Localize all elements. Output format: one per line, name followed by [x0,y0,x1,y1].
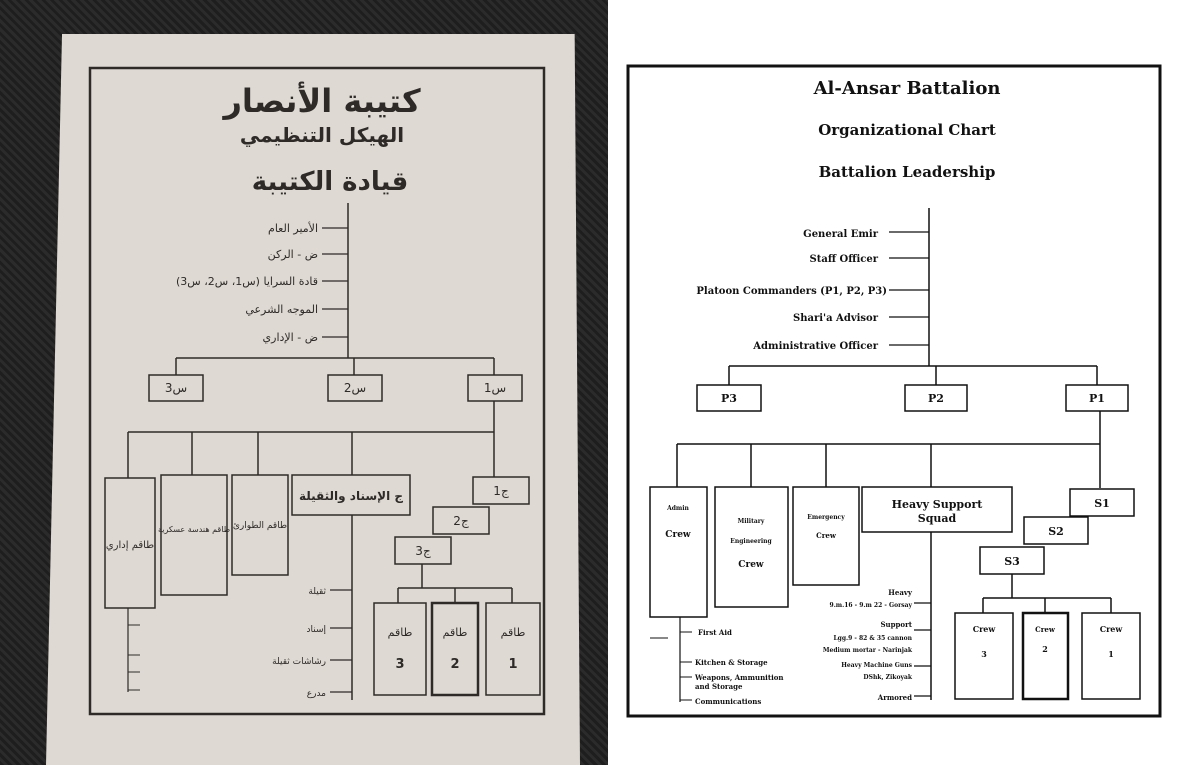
arabic-heavy-item: مدرع [306,689,326,699]
english-heavy-support-label: Squad [917,512,957,525]
english-heavy-item: Armored [877,693,912,702]
arabic-squad-crew-number: 3 [395,657,405,672]
english-crew-label: Military [737,518,765,525]
arabic-platoon-label: س2 [343,381,367,395]
arabic-squad-crew-label: طاقم [500,626,526,639]
english-leader-item: Shari'a Advisor [793,313,878,324]
arabic-squad-label: ج2 [453,514,469,528]
arabic-crew-box [161,475,227,595]
english-heavy-item: Support [880,620,912,629]
arabic-platoon-label: س1 [483,381,507,395]
arabic-squad-crew-label: طاقم [387,626,413,639]
english-squad-label: S2 [1048,525,1064,538]
english-crew-label: Crew [816,531,836,540]
arabic-leader-item: الأمير العام [268,222,318,235]
arabic-crew-label: طاقم هندسة عسكرية [157,525,231,534]
english-heavy-item: DShk, Zikoyak [863,674,912,681]
arabic-subtitle: الهيكل التنظيمي [239,123,405,147]
english-admin-item: Communications [695,697,762,706]
english-squad-label: S1 [1094,497,1110,510]
arabic-leader-item: ض - الركن [267,248,318,261]
english-admin-item: Weapons, Ammunition [695,673,784,682]
arabic-heavy-support-label: ج الإسناد والثقيلة [298,489,404,503]
arabic-squad-crew-number: 2 [450,657,460,672]
english-heavy-support-label: Heavy Support [891,498,983,511]
english-leader-item: General Emir [803,229,878,240]
english-admin-item: Kitchen & Storage [695,658,768,667]
english-squad-crew-label: Crew [1035,625,1055,634]
english-heavy-item: Heavy [888,588,912,597]
english-title: Al-Ansar Battalion [813,78,1001,99]
english-crew-label: Emergency [807,514,845,521]
english-crew-label: Crew [665,530,691,540]
arabic-heavy-item: ثقيلة [308,587,326,597]
arabic-leader-item: الموجه الشرعي [245,303,318,316]
arabic-squad-crew-number: 1 [508,657,518,672]
arabic-leader-item: قادة السرايا (س1، س2، س3) [175,275,318,288]
english-squad-label: S3 [1004,555,1020,568]
english-heavy-item: Heavy Machine Guns [841,662,912,669]
english-subtitle: Organizational Chart [818,121,996,139]
arabic-heavy-item: إسناد [306,625,326,635]
arabic-squad-crew-box [486,603,540,695]
english-heavy-item: Medium mortar - Narinjak [822,647,912,654]
english-squad-crew-number: 3 [981,649,987,659]
english-section-title: Battalion Leadership [818,163,996,181]
english-crew-label: Admin [667,505,689,512]
arabic-squad-label: ج1 [493,484,509,498]
arabic-heavy-item: رشاشات ثقيلة [272,657,326,667]
english-crew-label: Engineering [730,538,772,545]
english-platoon-label: P2 [928,392,944,405]
english-leader-item: Administrative Officer [753,341,878,352]
arabic-chart [90,68,544,714]
arabic-squad-crew-box [432,603,478,695]
arabic-squad-crew-box [374,603,426,695]
english-leader-item: Platoon Commanders (P1, P2, P3) [696,286,887,297]
english-platoon-label: P1 [1089,392,1105,405]
english-squad-crew-label: Crew [1099,624,1123,634]
arabic-crew-label: طاقم إداري [105,540,155,551]
arabic-title: كتيبة الأنصار [223,82,421,120]
arabic-leader-item: ض - الإداري [262,331,318,344]
english-squad-crew-number: 1 [1108,649,1114,659]
arabic-squad-crew-label: طاقم [442,626,468,639]
arabic-frame [90,68,544,714]
english-heavy-item: Lgg.9 - 82 & 35 cannon [833,635,912,642]
english-squad-crew-label: Crew [972,624,996,634]
english-admin-item: and Storage [695,682,743,691]
arabic-platoon-label: س3 [164,381,188,395]
arabic-text [106,81,526,699]
english-heavy-item: 9.m.16 - 9.m 22 - Gorsay [829,602,912,609]
english-crew-box [715,487,788,607]
arabic-section-title: قيادة الكتيبة [251,167,409,197]
arabic-squad-label: ج3 [415,544,431,558]
arabic-crew-label: طاقم الطوارئ [232,521,288,531]
english-leader-item: Staff Officer [809,254,878,265]
english-platoon-label: P3 [721,392,737,405]
english-admin-item: First Aid [698,628,732,637]
english-squad-crew-number: 2 [1042,644,1048,654]
english-crew-label: Crew [738,560,764,570]
